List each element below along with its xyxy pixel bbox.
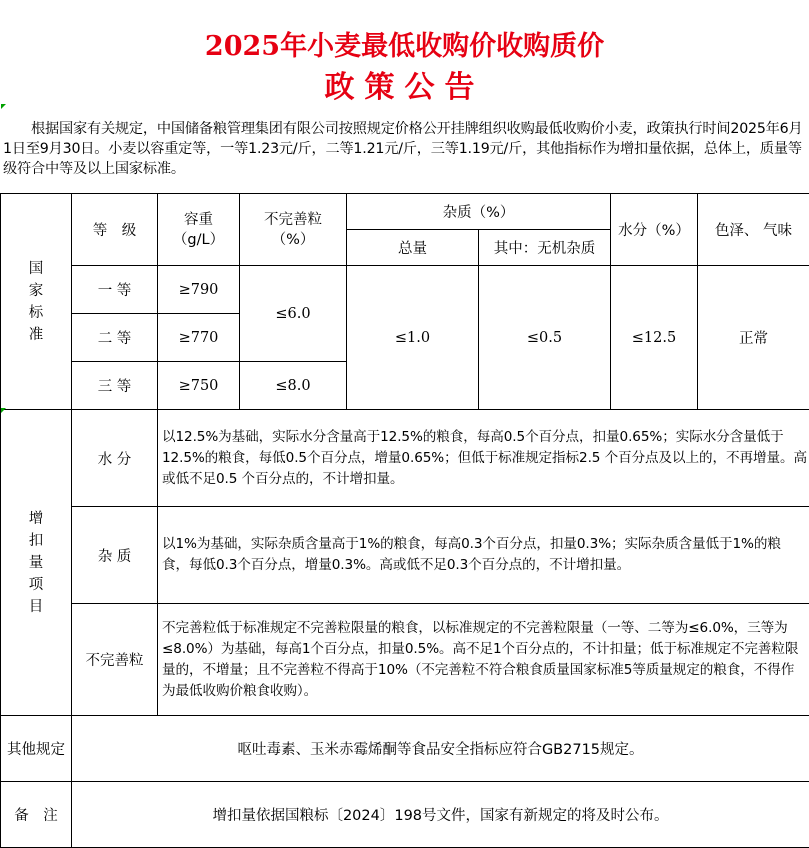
- grade-2-label: 二 等: [72, 314, 158, 362]
- adjust-impurity-text: 以1%为基础，实际杂质含量高于1%的粮食，每高0.3个百分点，扣量0.3%；实际杂质含量低于1%的粮食，每低0.3个百分点，增量0.3%。高或低不足0.3个百分点的，不计增扣量。: [158, 507, 809, 604]
- cell-corner-marker: [1, 408, 6, 413]
- header-impurity-total: 总量: [347, 230, 479, 266]
- other-rules-text: 呕吐毒素、玉米赤霉烯酮等食品安全指标应符合GB2715规定。: [72, 716, 809, 782]
- note-label: 备 注: [1, 782, 72, 848]
- notice-title: 2025年小麦最低收购价收购质价: [0, 24, 809, 63]
- impurity-inorganic-value: ≤0.5: [479, 266, 611, 410]
- header-imperfect: 不完善粒（%）: [240, 194, 347, 266]
- adjust-imperfect-label: 不完善粒: [72, 604, 158, 716]
- cell-corner-marker: [1, 104, 6, 109]
- impurity-total-value: ≤1.0: [347, 266, 479, 410]
- imperfect-grade-3: ≤8.0: [240, 362, 347, 410]
- grade-1-label: 一 等: [72, 266, 158, 314]
- header-color-smell: 色泽、 气味: [698, 194, 809, 266]
- grade-3-density: ≥750: [158, 362, 240, 410]
- header-impurity-inorganic: 其中：无机杂质: [479, 230, 611, 266]
- adjust-moisture-text: 以12.5%为基础，实际水分含量高于12.5%的粮食，每高0.5个百分点，扣量0.65%；实际水分含量低于12.5%的粮食，每低0.5个百分点，增量0.65%；但低于标准规定指标2.5 个百分点及以上的，不再增量。高或低不足0.5 个百分点的，不计增扣量。: [158, 410, 809, 507]
- notice-subtitle: 政策公告: [0, 62, 809, 106]
- other-rules-label: 其他规定: [1, 716, 72, 782]
- note-text: 增扣量依据国粮标〔2024〕198号文件，国家有新规定的将及时公布。: [72, 782, 809, 848]
- intro-paragraph: 根据国家有关规定，中国储备粮管理集团有限公司按照规定价格公开挂牌组织收购最低收购价小麦，政策执行时间2025年6月1日至9月30日。小麦以容重定等，一等1.23元/斤，二等1.21元/斤，三等1.19元/斤，其他指标作为增扣量依据，总体上，质量等级符合中等及以上国家标准。: [3, 119, 806, 179]
- imperfect-grade-1-2: ≤6.0: [240, 266, 347, 362]
- price-quality-table: [0, 193, 809, 848]
- grade-1-density: ≥790: [158, 266, 240, 314]
- header-moisture: 水分（%）: [611, 194, 698, 266]
- adjust-moisture-label: 水 分: [72, 410, 158, 507]
- adjust-imperfect-text: 不完善粒低于标准规定不完善粒限量的粮食，以标准规定的不完善粒限量（一等、二等为≤6.0%，三等为≤8.0%）为基础，每高1个百分点，扣量0.5%。高不足1个百分点的，不计扣量；低于标准规定不完善粒限量的，不增量；且不完善粒不得高于10%（不完善粒不符合粮食质量国家标准5等质量规定的粮食，不得作为最低收购价粮食收购）。: [158, 604, 809, 716]
- grade-2-density: ≥770: [158, 314, 240, 362]
- grade-3-label: 三 等: [72, 362, 158, 410]
- header-impurity: 杂质（%）: [347, 194, 611, 230]
- header-density: 容重（g/L）: [158, 194, 240, 266]
- moisture-value: ≤12.5: [611, 266, 698, 410]
- standard-label: 国家标准: [1, 194, 72, 410]
- adjust-impurity-label: 杂 质: [72, 507, 158, 604]
- adjust-label: 增扣量项目: [1, 410, 72, 716]
- header-grade: 等 级: [72, 194, 158, 266]
- color-smell-value: 正常: [698, 266, 809, 410]
